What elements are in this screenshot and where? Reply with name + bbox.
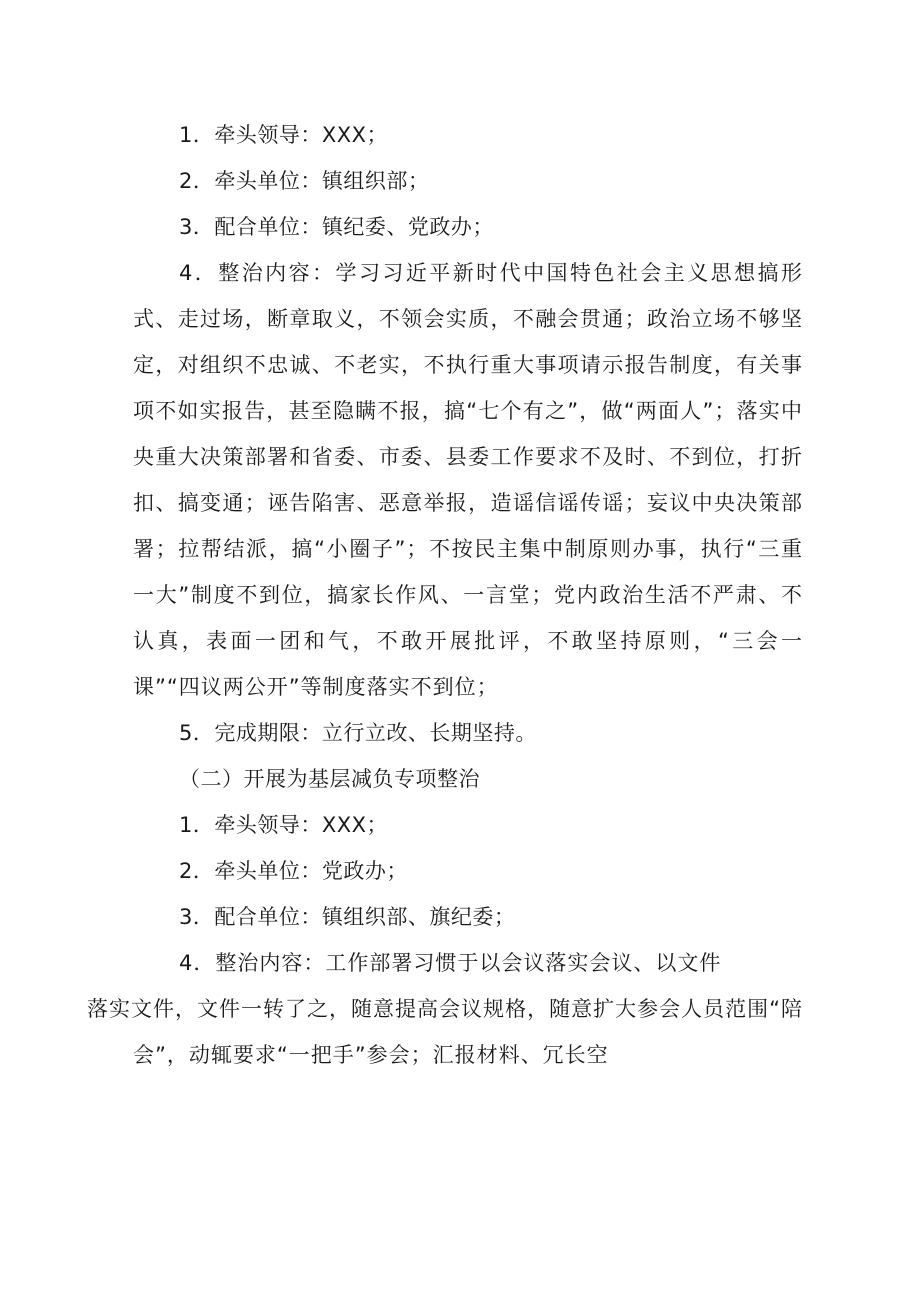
paragraph-lead-unit: 2．牵头单位：镇组织部； <box>179 169 430 193</box>
paragraph-lead-leader: 1．牵头领导：XXX； <box>179 123 389 147</box>
paragraph-rectification-content-2 <box>87 940 803 1078</box>
document-body <box>87 112 803 1078</box>
paragraph-rectification-content: 4．整治内容：学习习近平新时代中国特色社会主义思想搞形式、走过场，断章取义，不领会实质，不融会贯通；政治立场不够坚定，对组织不忠诚、不老实，不执行重大事项请示报告制度，有关事项不如实报告，甚至隐瞒不报，搞“七个有之”，做“两面人”；落实中央重大决策部署和省委、市委、县委工作要求不及时、不到位，打折扣、搞变通；诬告陷害、恶意举报，造谣信谣传谣；妄议中央决策部署；拉帮结派，搞“小圈子”；不按民主集中制原则办事，执行“三重一大”制度不到位，搞家长作风、一言堂；党内政治生活不严肃、不认真，表面一团和气，不敢开展批评，不敢坚持原则，“三会一课”“四议两公开”等制度落实不到位； <box>133 261 803 699</box>
paragraph-deadline: 5．完成期限：立行立改、长期坚持。 <box>179 721 537 745</box>
paragraph-continuation: 落实文件，文件一转了之，随意提高会议规格，随意扩大参会人员范围“陪会”，动辄要求“一把手”参会；汇报材料、冗长空 <box>87 997 803 1067</box>
section-heading-burden-reduction: （二）开展为基层减负专项整治 <box>179 767 480 791</box>
paragraph-coop-unit-2: 3．配合单位：镇组织部、旗纪委； <box>179 905 516 929</box>
paragraph-lead-leader-2: 1．牵头领导：XXX； <box>179 813 389 837</box>
paragraph-coop-unit: 3．配合单位：镇纪委、党政办； <box>179 215 494 239</box>
paragraph-lead-unit-2: 2．牵头单位：党政办； <box>179 859 408 883</box>
paragraph-first-line: 4．整治内容：工作部署习惯于以会议落实会议、以文件 <box>179 951 722 975</box>
